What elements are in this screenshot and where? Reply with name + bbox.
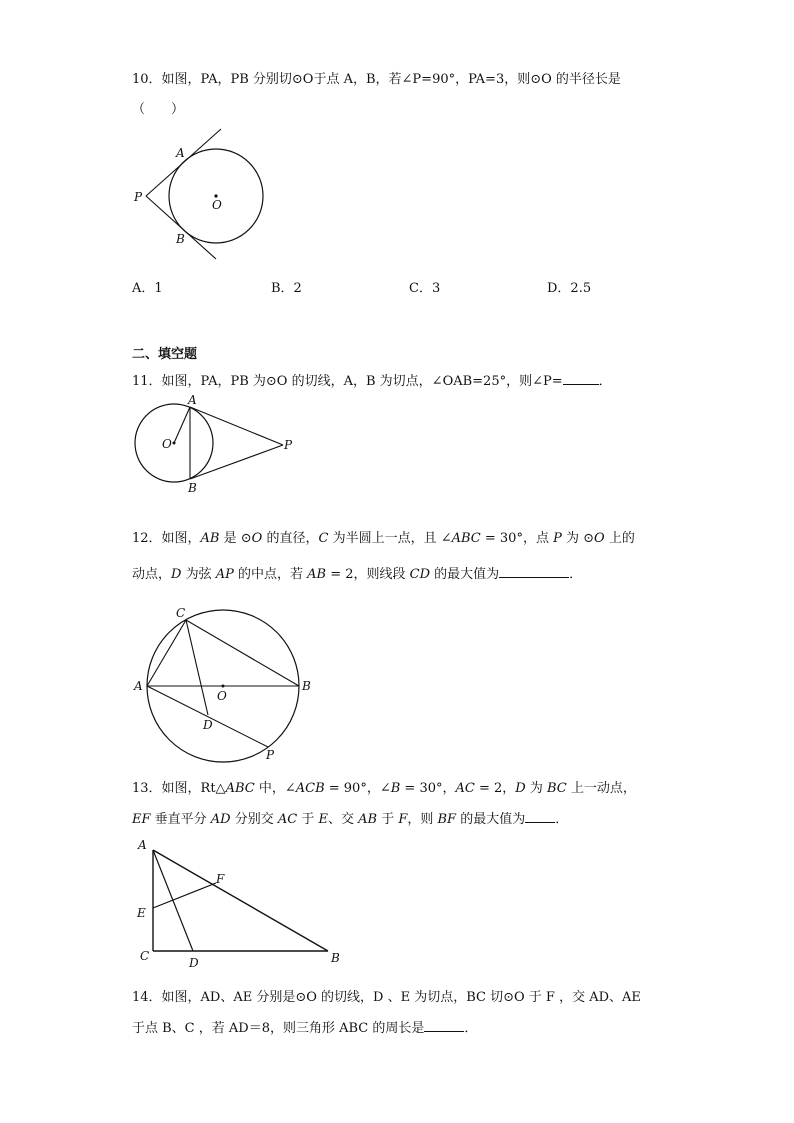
q13-t2h: 、交 (327, 812, 359, 827)
q13-t2n: 的最大值为 (456, 812, 526, 827)
q12-t2f: AB (307, 567, 327, 582)
q13-t1j: D (515, 781, 526, 796)
q12-segment-cd (186, 620, 208, 715)
q10-label-p: P (134, 190, 143, 204)
q13-answer-blank[interactable] (525, 810, 555, 823)
q12-t2c: 为弦 (181, 567, 216, 582)
q12-t1b: AB (200, 531, 220, 546)
q12-t1e: 的直径， (262, 531, 319, 546)
q12-t2j: ． (569, 567, 583, 582)
q12-t2i: 的最大值为 (430, 567, 500, 582)
q13-t1i: = 2， (474, 781, 516, 796)
q10-figure (130, 125, 270, 265)
q12-label-a: A (134, 679, 143, 693)
q13-t1l: BC (546, 781, 567, 796)
q13-label-e: E (137, 906, 146, 920)
q13-t1b: ABC (225, 781, 255, 796)
q13-figure (132, 835, 352, 975)
q10-label-a: A (176, 146, 185, 160)
q12-t1i: = 30°，点 (480, 531, 554, 546)
q10-label-o: O (212, 198, 222, 212)
q12-t1d: O (251, 531, 263, 546)
q13-label-b: B (331, 951, 340, 965)
q11-stem (132, 370, 612, 389)
q11-label-a: A (188, 393, 197, 407)
q10-tangent-pa (146, 129, 221, 196)
q12-stem-line2 (132, 563, 582, 582)
q13-t2g: E (318, 812, 328, 827)
q13-t1f: B (390, 781, 401, 796)
q13-t2f: 于 (297, 812, 319, 827)
q13-label-f: F (216, 872, 225, 886)
q12-t1l: O (594, 531, 605, 546)
q10-option-a: A．1 (132, 281, 163, 296)
section-title: 二、填空题 (132, 347, 198, 362)
q13-t2k: F (398, 812, 408, 827)
q13-side-ab (153, 850, 328, 951)
q11-center-dot (173, 442, 176, 445)
q13-stem-line2 (132, 808, 568, 827)
q12-label-p: P (266, 748, 275, 762)
q12-answer-blank[interactable] (499, 565, 569, 578)
q11-label-o: O (162, 437, 172, 451)
q13-stem-line1 (132, 777, 636, 796)
q12-t1c: 是 ⊙ (219, 531, 252, 546)
q11-label-b: B (188, 481, 197, 495)
q12-stem-line1 (132, 527, 635, 546)
q13-t1c: 中，∠ (254, 781, 296, 796)
q12-t1g: 为半圆上一点，且 ∠ (328, 531, 452, 546)
q12-t2b: D (171, 567, 182, 582)
q13-t2e: AC (277, 812, 298, 827)
q14-t2a: 于点 B、C ，若 AD＝8，则三角形 ABC 的周长是 (132, 1021, 425, 1036)
q13-t1g: = 30°， (400, 781, 456, 796)
q10-option-d: D．2.5 (547, 281, 592, 296)
q12-t2d: AP (215, 567, 234, 582)
q14-stem-line1: 14．如图，AD、AE 分别是⊙O 的切线，D 、E 为切点，BC 切⊙O 于 F ，交 AD、AE (132, 990, 641, 1005)
q13-t2j: 于 (377, 812, 399, 827)
q12-label-b: B (302, 679, 311, 693)
q11-tangent-pb (190, 445, 283, 479)
q13-t2i: AB (358, 812, 378, 827)
q12-label-o: O (217, 689, 227, 703)
q10-tangent-pb (146, 196, 216, 259)
q13-label-a: A (138, 838, 147, 852)
q12-t1a: 12．如图， (132, 531, 201, 546)
q11-figure (132, 392, 302, 497)
q10-option-b: B．2 (271, 281, 302, 296)
q12-chord-ap (147, 686, 268, 747)
q13-t1e: = 90°，∠ (324, 781, 391, 796)
q11-period: ． (598, 374, 612, 389)
q14-answer-blank[interactable] (424, 1019, 464, 1032)
q11-text: 11．如图，PA，PB 为⊙O 的切线，A，B 为切点，∠OAB=25°，则∠P= (132, 374, 563, 389)
q10-stem: 10．如图，PA，PB 分别切⊙O于点 A，B，若∠P=90°，PA=3，则⊙O 的半径长是 (132, 72, 621, 87)
q10-answer-paren: （ ） (132, 102, 185, 117)
q13-t2a: EF (132, 812, 151, 827)
q13-t1m: 上一动点， (566, 781, 636, 796)
q14-stem-line2 (132, 1017, 477, 1036)
q12-t2e: 的中点，若 (233, 567, 308, 582)
q10-label-b: B (176, 232, 185, 246)
q12-chord-cb (186, 620, 299, 686)
q12-label-c: C (176, 606, 186, 620)
q13-t1d: ACB (295, 781, 325, 796)
q12-t1h: ABC (451, 531, 481, 546)
q13-segment-ef (153, 883, 216, 908)
q11-radius-oa (174, 407, 190, 443)
q12-center-dot (222, 685, 225, 688)
q12-t1m: 上的 (604, 531, 635, 546)
q13-label-c: C (140, 949, 150, 963)
q12-figure (130, 603, 320, 763)
q12-chord-ac (147, 620, 186, 686)
q12-t2g: = 2，则线段 (326, 567, 410, 582)
q12-t2a: 动点， (132, 567, 172, 582)
q11-tangent-pa (190, 407, 283, 445)
q13-t2d: 分别交 (230, 812, 278, 827)
q13-t2o: ． (555, 812, 569, 827)
q13-t1a: 13．如图，Rt△ (132, 781, 226, 796)
q14-t2b: ． (464, 1021, 478, 1036)
q12-label-d: D (203, 718, 213, 732)
q11-label-p: P (284, 438, 293, 452)
q10-option-c: C．3 (409, 281, 441, 296)
q12-t2h: CD (409, 567, 431, 582)
q13-label-d: D (189, 956, 199, 970)
q12-t1j: P (553, 531, 562, 546)
q12-t1f: C (318, 531, 329, 546)
q13-t1k: 为 (525, 781, 547, 796)
q12-t1k: 为 ⊙ (561, 531, 595, 546)
q13-t2m: BF (437, 812, 457, 827)
q13-t2c: AD (210, 812, 231, 827)
q13-t2l: ，则 (407, 812, 438, 827)
q13-t2b: 垂直平分 (150, 812, 211, 827)
q13-t1h: AC (455, 781, 475, 796)
q11-answer-blank[interactable] (563, 372, 599, 385)
